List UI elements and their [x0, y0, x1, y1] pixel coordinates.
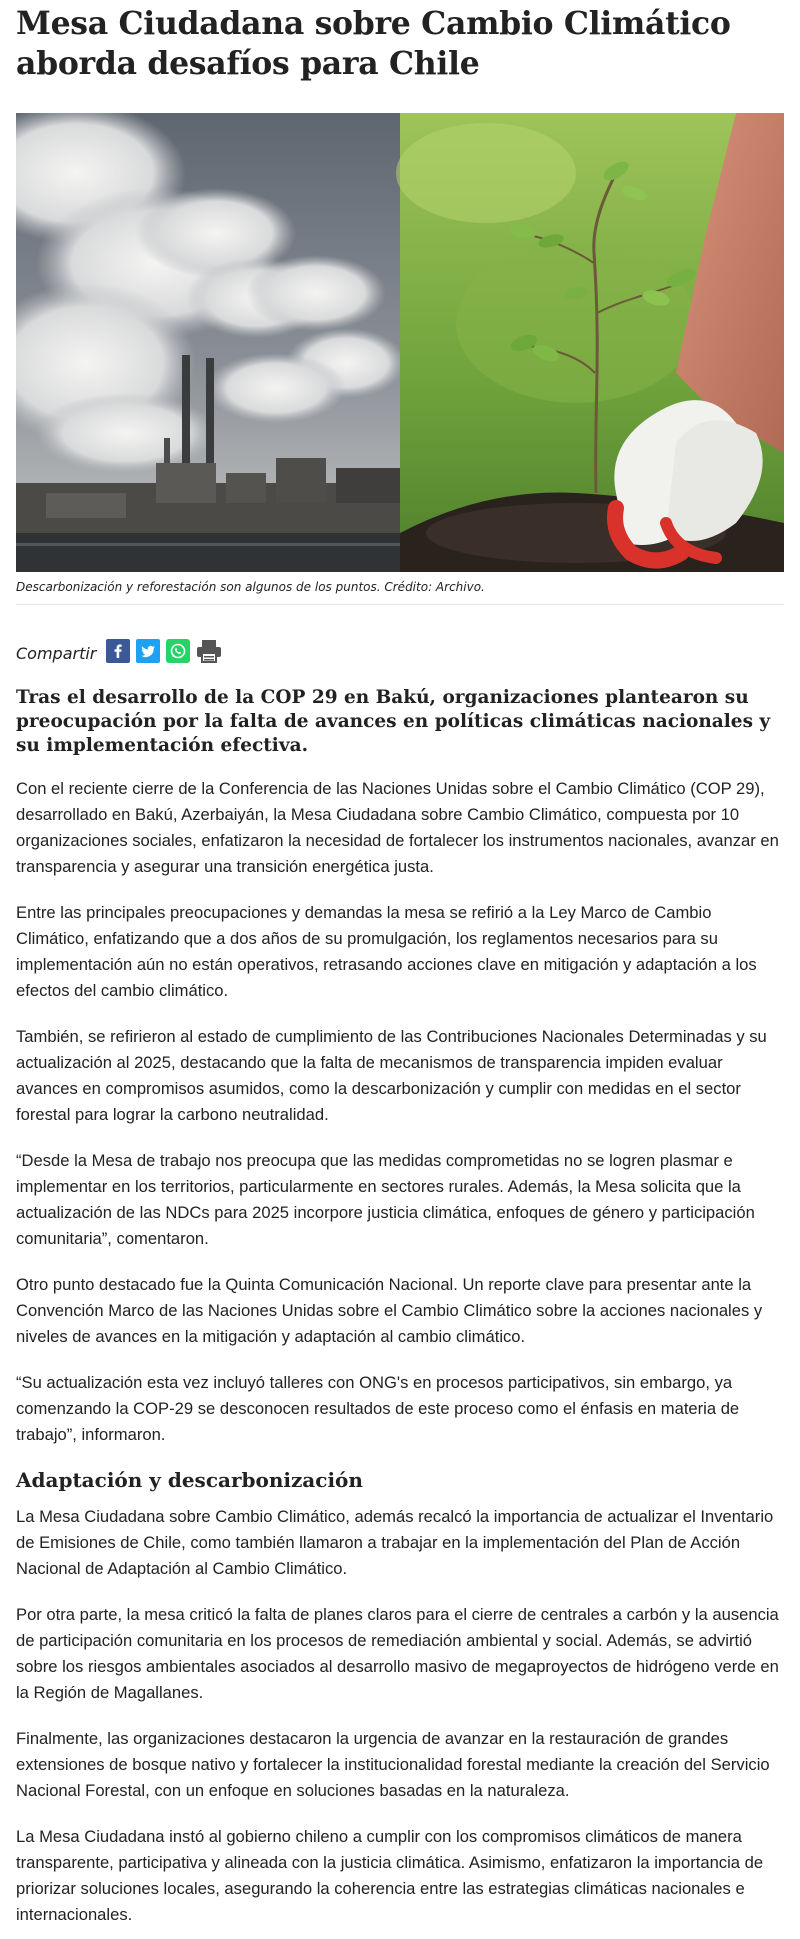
facebook-icon[interactable] [106, 639, 130, 668]
paragraph: “Desde la Mesa de trabajo nos preocupa que las medidas comprometidas no se logren plasmar e implementar en los territorios, particularmente en sectores rurales. Además, la Mesa solicita que la actualización de las NDCs para 2025 incorpore justicia climática, enfoques de género y participación comunitaria”, comentaron. [16, 1151, 755, 1248]
hero-image [16, 113, 784, 572]
section-heading: Adaptación y descarbonización [16, 1468, 363, 1492]
share-bar [16, 638, 228, 668]
paragraph: Finalmente, las organizaciones destacaron la urgencia de avanzar en la restauración de grandes extensiones de bosque nativo y fortalecer la institucionalidad forestal mediante la creación del Servicio Nacional Forestal, con un enfoque en soluciones basadas en la naturaleza. [16, 1729, 770, 1800]
tree-planting-photo [396, 113, 784, 572]
image-caption: Descarbonización y reforestación son algunos de los puntos. Crédito: Archivo. [16, 580, 485, 594]
whatsapp-icon[interactable] [166, 639, 190, 668]
paragraph: Con el reciente cierre de la Conferencia de las Naciones Unidas sobre el Cambio Climático (COP 29), desarrollado en Bakú, Azerbaiyán, la Mesa Ciudadana sobre Cambio Climático, compuesta por 10 organizaciones sociales, enfatizaron la necesidad de fortalecer los instrumentos nacionales, avanzar en transparencia y asegurar una transición energética justa. [16, 779, 779, 876]
paragraph: La Mesa Ciudadana instó al gobierno chileno a cumplir con los compromisos climáticos de manera transparente, participativa y alineada con la justicia climática. Asimismo, enfatizaron la importancia de priorizar soluciones locales, asegurando la coherencia entre las estrategias climáticas nacionales e internacionales. [16, 1827, 764, 1924]
article-title: Mesa Ciudadana sobre Cambio Climático aborda desafíos para Chile [16, 5, 731, 82]
paragraph: Otro punto destacado fue la Quinta Comunicación Nacional. Un reporte clave para presentar ante la Convención Marco de las Naciones Unidas sobre el Cambio Climático sobre la acciones nacionales y niveles de avances en la mitigación y adaptación al cambio climático. [16, 1275, 763, 1346]
paragraph: “Su actualización esta vez incluyó talleres con ONG's en procesos participativos, sin embargo, ya comenzando la COP-29 se desconocen resultados de este proceso como el énfasis en materia de trabajo”, informaron. [16, 1373, 740, 1444]
print-icon[interactable] [196, 639, 222, 668]
paragraph: La Mesa Ciudadana sobre Cambio Climático, además recalcó la importancia de actualizar el Inventario de Emisiones de Chile, como también llamaron a trabajar en la implementación del Plan de Acción Nacional de Adaptación al Cambio Climático. [16, 1507, 774, 1578]
article-lead: Tras el desarrollo de la COP 29 en Bakú, organizaciones plantearon su preocupación por la falta de avances en políticas climáticas nacionales y su implementación efectiva. [16, 687, 771, 756]
paragraph: También, se refirieron al estado de cumplimiento de las Contribuciones Nacionales Determinadas y su actualización al 2025, destacando que la falta de mecanismos de transparencia impiden evaluar avances en compromisos asumidos, como la descarbonización y cumplir con medidas en el sector forestal para lograr la carbono neutralidad. [16, 1027, 767, 1124]
share-label: Compartir [16, 643, 97, 663]
twitter-icon[interactable] [136, 639, 160, 668]
paragraph: Entre las principales preocupaciones y demandas la mesa se refirió a la Ley Marco de Cambio Climático, enfatizando que a dos años de su promulgación, los reglamentos necesarios para su implementación aún no están operativos, retrasando acciones clave en mitigación y adaptación a los efectos del cambio climático. [16, 903, 757, 1000]
caption-divider [16, 604, 784, 605]
paragraph: Por otra parte, la mesa criticó la falta de planes claros para el cierre de centrales a carbón y la ausencia de participación comunitaria en los procesos de remediación ambiental y social. Además, se advirtió sobre los riesgos ambientales asociados al desarrollo masivo de megaproyectos de hidrógeno verde en la Región de Magallanes. [16, 1605, 779, 1702]
factory-photo [16, 113, 406, 572]
